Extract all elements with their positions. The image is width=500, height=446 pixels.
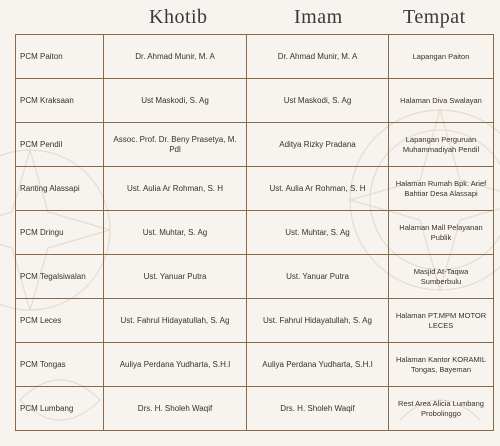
cell-imam: Ust. Yanuar Putra bbox=[247, 255, 389, 299]
header-imam: Imam bbox=[294, 6, 343, 28]
cell-tempat: Rest Area Alicia Lumbang Probolinggo bbox=[389, 387, 494, 431]
cell-imam: Aditya Rizky Pradana bbox=[247, 123, 389, 167]
header-khotib: Khotib bbox=[149, 6, 208, 28]
cell-pcm: PCM Tongas bbox=[16, 343, 104, 387]
cell-khotib: Ust. Yanuar Putra bbox=[104, 255, 247, 299]
cell-pcm: PCM Lumbang bbox=[16, 387, 104, 431]
table-row bbox=[16, 35, 494, 79]
cell-khotib: Assoc. Prof. Dr. Beny Prasetya, M. Pdl bbox=[104, 123, 247, 167]
cell-pcm: PCM Tegalsiwalan bbox=[16, 255, 104, 299]
cell-imam: Drs. H. Sholeh Waqif bbox=[247, 387, 389, 431]
table-row bbox=[16, 343, 494, 387]
header-tempat: Tempat bbox=[403, 6, 466, 28]
cell-tempat: Halaman PT.MPM MOTOR LECES bbox=[389, 299, 494, 343]
cell-khotib: Ust. Muhtar, S. Ag bbox=[104, 211, 247, 255]
cell-khotib: Drs. H. Sholeh Waqif bbox=[104, 387, 247, 431]
cell-pcm: PCM Leces bbox=[16, 299, 104, 343]
cell-imam: Ust. Aulia Ar Rohman, S. H bbox=[247, 167, 389, 211]
table-row bbox=[16, 255, 494, 299]
cell-tempat: Halaman Mall Pelayanan Publik bbox=[389, 211, 494, 255]
cell-tempat: Halaman Diva Swalayan bbox=[389, 79, 494, 123]
cell-tempat: Lapangan Perguruan Muhammadiyah Pendil bbox=[389, 123, 494, 167]
cell-khotib: Dr. Ahmad Munir, M. A bbox=[104, 35, 247, 79]
cell-pcm: PCM Dringu bbox=[16, 211, 104, 255]
cell-tempat: Halaman Rumah Bpk. Arief Bahtiar Desa Alassapi bbox=[389, 167, 494, 211]
cell-pcm: PCM Pendil bbox=[16, 123, 104, 167]
cell-pcm: Ranting Alassapi bbox=[16, 167, 104, 211]
cell-tempat: Halaman Kantor KORAMIL Tongas, Bayeman bbox=[389, 343, 494, 387]
table-row bbox=[16, 299, 494, 343]
cell-imam: Auliya Perdana Yudharta, S.H.I bbox=[247, 343, 389, 387]
table-row bbox=[16, 387, 494, 431]
cell-imam: Ust. Fahrul Hidayatullah, S. Ag bbox=[247, 299, 389, 343]
cell-pcm: PCM Paiton bbox=[16, 35, 104, 79]
cell-tempat: Lapangan Paiton bbox=[389, 35, 494, 79]
cell-imam: Ust Maskodi, S. Ag bbox=[247, 79, 389, 123]
table-row bbox=[16, 79, 494, 123]
cell-imam: Ust. Muhtar, S. Ag bbox=[247, 211, 389, 255]
cell-khotib: Ust Maskodi, S. Ag bbox=[104, 79, 247, 123]
schedule-table bbox=[15, 34, 494, 431]
cell-tempat: Masjid At-Taqwa Sumberbulu bbox=[389, 255, 494, 299]
table-row bbox=[16, 123, 494, 167]
table-row bbox=[16, 211, 494, 255]
table-header bbox=[0, 0, 500, 34]
cell-khotib: Ust. Aulia Ar Rohman, S. H bbox=[104, 167, 247, 211]
cell-pcm: PCM Kraksaan bbox=[16, 79, 104, 123]
cell-imam: Dr. Ahmad Munir, M. A bbox=[247, 35, 389, 79]
cell-khotib: Ust. Fahrul Hidayatullah, S. Ag bbox=[104, 299, 247, 343]
cell-khotib: Auliya Perdana Yudharta, S.H.I bbox=[104, 343, 247, 387]
table-row bbox=[16, 167, 494, 211]
